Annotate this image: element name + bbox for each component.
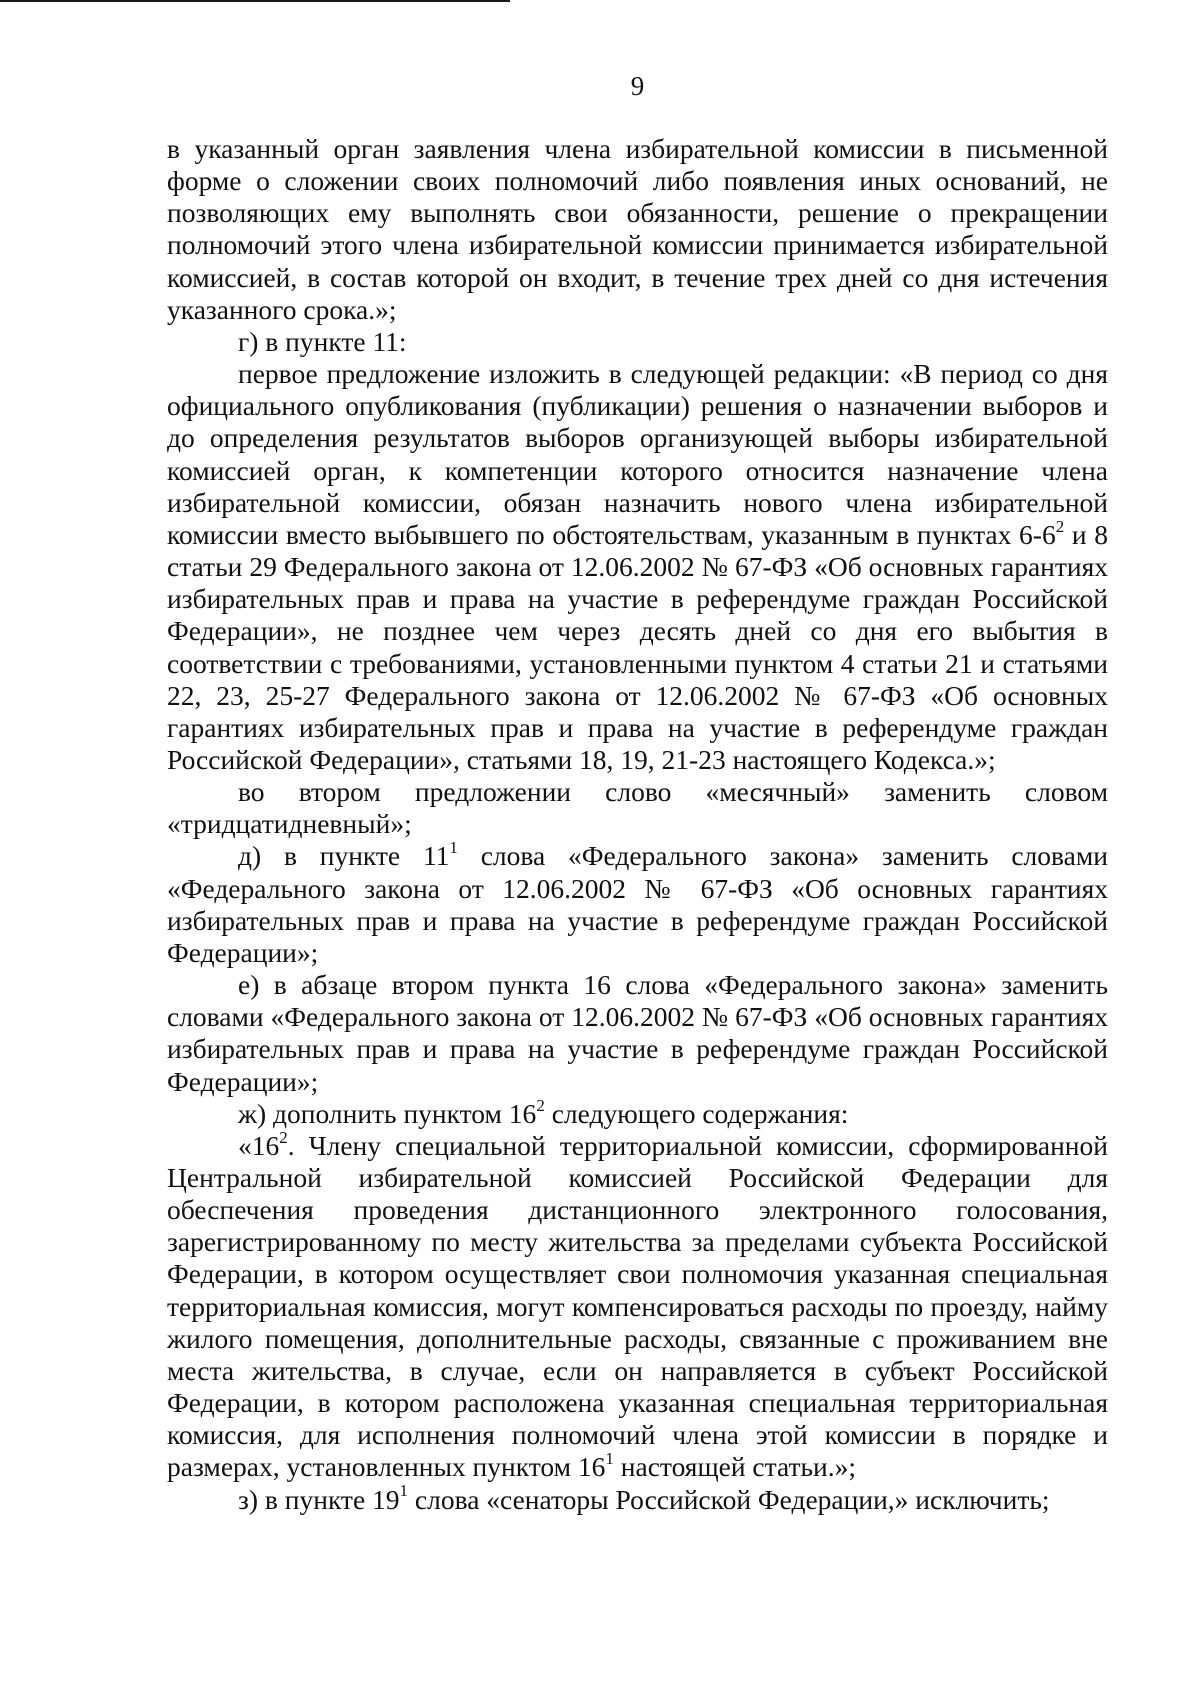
text-run: з) в пункте 19 (238, 1483, 400, 1515)
superscript: 2 (536, 1095, 545, 1115)
text-run: первое предложение изложить в следующей редакции: «В период со дня официального опубликования (публикации) решения о назначении выборов и до определения результатов выборов организующей выборы избирательной комиссией орган, к компетенции которого относится назначение члена избирательной комиссии, обязан назначить нового члена избирательной комиссии вместо выбывшего по обстоятельствам, указанным в пунктах 6-6 (167, 358, 1108, 550)
paragraph-item-z (167, 1481, 1108, 1516)
superscript: 1 (449, 838, 458, 858)
paragraph-item-e (167, 969, 1108, 1098)
paragraph-item-d (167, 840, 1108, 969)
text-run: д) в пункте 11 (238, 840, 450, 872)
text-run: настоящей статьи.»; (613, 1451, 857, 1483)
text-run: . Члену специальной территориальной комиссии, сформированной Центральной избирательной комиссией Российской Федерации для обеспечения проведения дистанционного электронного голосования, зарегистрированному по месту жительства за пределами субъекта Российской Федерации, в котором осуществляет свои полномочия указанная специальная территориальная комиссия, могут компенсироваться расходы по проезду, найму жилого помещения, дополнительные расходы, связанные с проживанием вне места жительства, в случае, если он направляется в субъект Российской Федерации, в котором расположена указанная специальная территориальная комиссия, для исполнения полномочий члена этой комиссии в порядке и размерах, установленных пунктом 16 (167, 1129, 1108, 1483)
superscript: 2 (279, 1127, 288, 1147)
text-run: «16 (238, 1129, 280, 1161)
text-run: ж) дополнить пунктом 16 (238, 1097, 537, 1129)
paragraph-item-zh-content (167, 1127, 1108, 1484)
superscript: 1 (605, 1449, 614, 1469)
page-number: 9 (630, 71, 645, 101)
text-run: слова «Федерального закона» заменить словами «Федерального закона от 12.06.2002 № 67-ФЗ «Об основных гарантиях избирательных прав и права на участие в референдуме граждан Российской Федерации»; (167, 840, 1108, 968)
text-run: слова «сенаторы Российской Федерации,» исключить; (408, 1483, 1050, 1515)
text-run: следующего содержания: (544, 1097, 849, 1129)
top-edge-rule (0, 0, 510, 2)
text-run: е) в абзаце втором пункта 16 слова «Федерального закона» заменить словами «Федерального закона от 12.06.2002 № 67-ФЗ «Об основных гарантиях избирательных прав и права на участие в референдуме граждан Российской Федерации»; (167, 969, 1108, 1097)
text-run: и 8 статьи 29 Федерального закона от 12.06.2002 № 67-ФЗ «Об основных гарантиях избирательных прав и права на участие в референдуме граждан Российской Федерации», не позднее чем через десять дней со дня его выбытия в соответствии с требованиями, установленными пунктом 4 статьи 21 и статьями 22, 23, 25-27 Федерального закона от 12.06.2002 № 67-ФЗ «Об основных гарантиях избирательных прав и права на участие в референдуме граждан Российской Федерации», статьями 18, 19, 21-23 настоящего Кодекса.»; (167, 518, 1108, 775)
superscript: 2 (1055, 516, 1065, 536)
paragraph-item-g (167, 326, 1108, 358)
document-body (167, 133, 1108, 1516)
superscript: 1 (399, 1481, 409, 1501)
text-run: в указанный орган заявления члена избирательной комиссии в письменной форме о сложении своих полномочий либо появления иных оснований, не позволяющих ему выполнять свои обязанности, решение о прекращении полномочий этого члена избирательной комиссии принимается избирательной комиссией, в состав которой он входит, в течение трех дней со дня истечения указанного срока.»; (167, 133, 1108, 325)
paragraph-item-zh (167, 1095, 1108, 1130)
paragraph-item-g-second-sentence (167, 776, 1108, 840)
paragraph-continuation (167, 133, 1108, 326)
text-run: во втором предложении слово «месячный» заменить словом «тридцатидневный»; (167, 776, 1108, 840)
paragraph-item-g-first-sentence (167, 358, 1108, 776)
text-run: г) в пункте 11: (238, 325, 407, 357)
